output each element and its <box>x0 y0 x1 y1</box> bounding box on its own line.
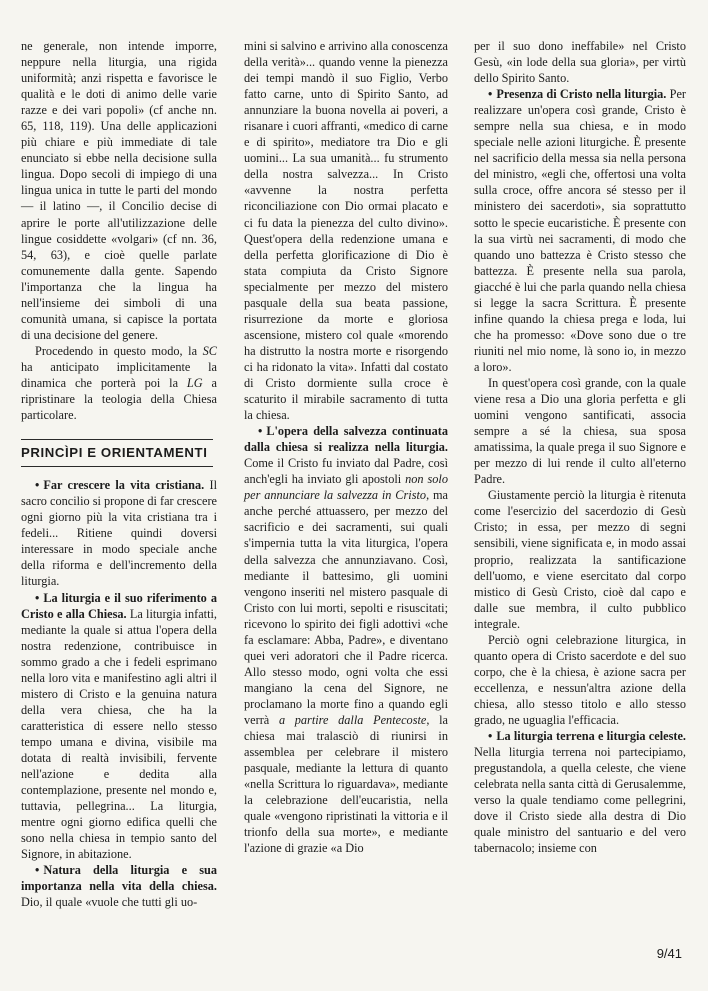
paragraph <box>474 86 686 375</box>
text-run: Come il Cristo fu inviato dal Padre, così anch'egli ha inviato gli apostoli <box>244 456 448 487</box>
bullet-icon: • <box>35 590 40 605</box>
subheading: Presenza di Cristo nella liturgia. <box>496 87 667 102</box>
paragraph: per il suo dono ineffabile» nel Cristo Gesù, «in lode della sua gloria», per virtù dello Spirito Santo. <box>474 39 686 86</box>
subheading: Natura della liturgia e sua importanza nella vita della chiesa. <box>21 863 217 894</box>
text-run: Il sacro concilio si propone di far crescere ogni giorno più la vita cristiana tra i fedeli... Ritiene quindi doversi interessare in modo speciale anche della riforma e dell'incremento della liturgia. <box>21 478 218 589</box>
bullet-icon: • <box>488 87 493 102</box>
text-column-right <box>474 38 686 856</box>
section-header <box>21 439 217 467</box>
italic-text: a partire dalla Pentecoste <box>278 712 427 727</box>
text-run: La liturgia infatti, mediante la quale si attua l'opera della nostra redenzione, contribuisce in sommo grado a che i fedeli esprimano nella loro vita e manifestino agli altri il mistero di Cristo e la genuina natura della vera chiesa, che ha la caratteristica di essere nello stesso tempo umana e divina, visibile ma dotata di realtà invisibili, fervente nell'azione e dedita alla contemplazione, presente nel mondo e, tuttavia, pellegrina... La liturgia, mentre ogni giorno edifica quelli che sono nella chiesa in tempio santo del Signore, in abitazione. <box>21 606 217 862</box>
paragraph: ne generale, non intende imporre, neppure nella liturgia, una rigida uniformità; anzi rispetta e favorisce le qualità e le doti di animo delle varie razze e dei vari popoli» (cf anche nn. 65, 118, 119). Una delle applicazioni più chiare e più immediate di tale enunciato si ebbe nella decisione sulla lingua. Dopo secoli di impiego di una lingua unica in tutte le parti del mondo — il latino —, il Concilio decise di aprire le porte all'utilizzazione delle lingue cosiddette «volgari» (cf nn. 36, 54, 63), e cioè quelle parlate comunemente dalla gente. Sapendo l'importanza che la lingua ha nell'insieme dei simboli di una comunità umana, si capisce la portata di una decisione del genere. <box>21 39 217 342</box>
paragraph: In quest'opera così grande, con la quale viene resa a Dio una gloria perfetta e gli uomini vengono santificati, associa sempre a sé la chiesa, sua sposa amatissima, la quale prega il suo Signore e per mezzo di lui rende il culto all'eterno Padre. <box>474 375 686 487</box>
text-run: , ma anche perché attuassero, per mezzo del sacrificio e dei sacramenti, sui quali s'impernia tutta la vita liturgica, l'opera della salvezza che annunziavano. Così, mediante il battesimo, gli uomini vengono inseriti nel mistero pasquale di Cristo con lui morti, sepolti e risuscitati; ricevono lo spirito dei figli adottivi «che fa esclamare: Abba, Padre», e diventano quei veri adoratori che il Padre ricerca. Allo stesso modo, ogni volta che essi mangiano la cena del Signore, ne proclamano la morte fino a quando egli verrà <box>244 488 449 727</box>
paragraph: Perciò ogni celebrazione liturgica, in quanto opera di Cristo sacerdote e del suo corpo, che è la chiesa, è azione sacra per eccellenza, e nessun'altra azione della chiesa, allo stesso titolo e allo stesso grado, ne uguaglia l'efficacia. <box>474 632 686 727</box>
text-run: Dio, il quale «vuole che tutti gli uo- <box>21 895 198 910</box>
bullet-icon: • <box>35 863 40 878</box>
bullet-icon: • <box>258 424 263 439</box>
text-run: a ripristinare la teologia della Chiesa particolare. <box>21 375 217 423</box>
abbreviation-lg: LG <box>186 375 203 390</box>
divider <box>21 439 213 440</box>
paragraph: mini si salvino e arrivino alla conoscenza della verità»... quando venne la pienezza dei tempi mandò il suo Figlio, Verbo fatto carne, unto di Spirito Santo, ad annunziare la buona novella ai poveri, a risanare i cuori affranti, «medico di carne e di spirito», mediatore tra Dio e gli uomini... La sua umanità... fu strumento della nostra salvezza... In Cristo «avvenne la nostra perfetta riconciliazione con Dio ormai placato e ci fu data la pienezza del culto divino». Quest'opera della redenzione umana e della perfetta glorificazione di Dio è stata compiuta da Cristo Signore specialmente per mezzo del mistero pasquale della sua beata passione, risurrezione da morte e gloriosa ascensione, mistero col quale «morendo ha distrutto la nostra morte e risorgendo ci ha ridonato la vita». Infatti dal costato di Cristo dormiente sulla croce è scaturito il mirabile sacramento di tutta la chiesa. <box>244 39 448 423</box>
abbreviation-sc: SC <box>202 343 217 358</box>
bullet-icon: • <box>488 729 493 744</box>
paragraph: Giustamente perciò la liturgia è ritenuta come l'esercizio del sacerdozio di Gesù Cristo; in essa, per mezzo di segni sensibili, viene significata e, in modo assai proprio, realizzata la santificazione dell'uomo, e viene esercitato dal corpo mistico di Gesù Cristo, cioè dal capo e dalle sue membra, il culto pubblico integrale. <box>474 488 686 631</box>
text-column-middle <box>244 38 448 856</box>
section-title: PRINCÌPI E ORIENTAMENTI <box>21 445 208 461</box>
italic-text: non solo per annunciare la salvezza in Cristo <box>244 472 448 503</box>
paragraph <box>21 590 217 863</box>
subheading: La liturgia terrena e liturgia celeste. <box>496 729 686 744</box>
bullet-icon: • <box>35 478 40 493</box>
text-column-left <box>21 38 217 910</box>
text-run: Nella liturgia terrena noi partecipiamo, pregustandola, a quella celeste, che viene celebrata nella santa città di Gerusalemme, verso la quale tendiamo come pellegrini, dove il Cristo siede alla destra di Dio quale ministro del santuario e del vero tabernacolo; insieme con <box>474 745 686 856</box>
text-run: Procedendo in questo modo, la <box>35 343 203 358</box>
text-run: ha anticipato implicitamente la dinamica che porterà poi la <box>21 359 217 390</box>
text-run: Per realizzare un'opera così grande, Cristo è sempre nella sua chiesa, e in modo speciale nelle azioni liturgiche. È presente nel sacrificio della messa sia nella persona del ministro, «egli che, offertosi una volta sulla croce, offre ancora sé stesso per il ministero dei sacerdoti», sia soprattutto sotto le specie eucaristiche. È presente con la sua virtù nei sacramenti, di modo che quando uno battezza è Cristo stesso che battezza. È presente nella sua parola, giacché è lui che parla quando nella chiesa si legge la sacra Scrittura. È presente infine quando la chiesa prega e loda, lui che ha promesso: «Dove sono due o tre riuniti nel mio nome, là sono io, in mezzo a loro». <box>474 87 686 374</box>
divider <box>21 466 213 467</box>
subheading: La liturgia e il suo riferimento a Cristo e alla Chiesa. <box>21 590 217 621</box>
paragraph <box>21 477 217 589</box>
page-number: 9/41 <box>656 946 682 961</box>
text-run: , la chiesa mai tralasciò di riunirsi in assemblea per celebrare il mistero pasquale, mediante la lettura di quanto «nella Scrittura lo riguardava», mediante la celebrazione dell'eucaristia, nella quale «vengono ripristinati la vittoria e il trionfo della sua morte», e mediante l'azione di grazie «a Dio <box>244 712 448 856</box>
subheading: Far crescere la vita cristiana. <box>43 478 205 493</box>
paragraph <box>244 423 448 856</box>
subheading: L'opera della salvezza continuata dalla chiesa si realizza nella liturgia. <box>244 424 448 455</box>
paragraph <box>474 728 686 856</box>
paragraph <box>21 343 217 423</box>
paragraph <box>21 862 217 910</box>
